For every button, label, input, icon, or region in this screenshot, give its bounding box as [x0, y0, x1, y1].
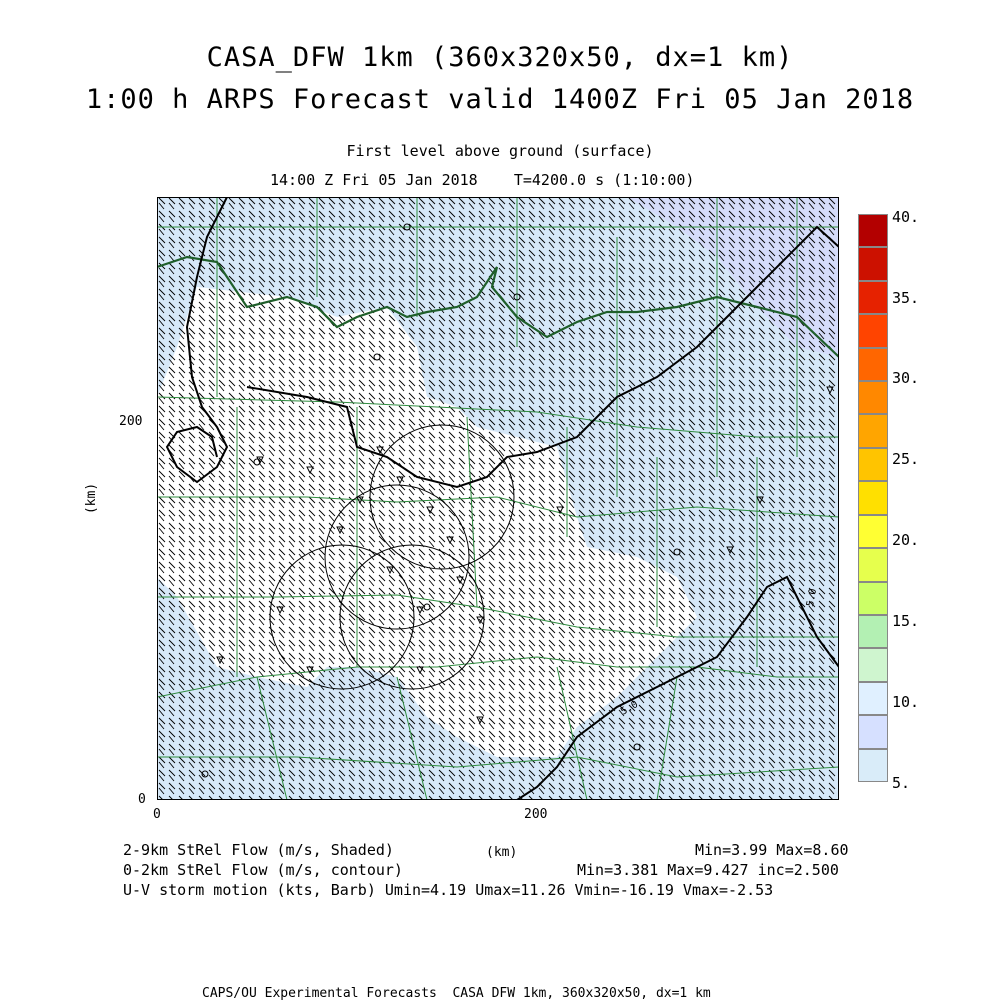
- colorbar-segment: [858, 648, 888, 681]
- legend-barb: U-V storm motion (kts, Barb) Umin=4.19 Umax=11.26 Vmin=-16.19 Vmax=-2.53: [123, 881, 774, 899]
- time-subtitle: 14:00 Z Fri 05 Jan 2018 T=4200.0 s (1:10:00): [270, 171, 695, 189]
- colorbar-segment: [858, 548, 888, 581]
- title-line-1: CASA_DFW 1km (360x320x50, dx=1 km): [206, 42, 794, 73]
- credit-line: CAPS/OU Experimental Forecasts CASA DFW 1km, 360x320x50, dx=1 km: [202, 986, 711, 1001]
- colorbar-segment: [858, 314, 888, 347]
- colorbar-segment: [858, 749, 888, 782]
- colorbar-segment: [858, 715, 888, 748]
- colorbar-label-35: 35.: [892, 289, 920, 307]
- wind-barbs: [157, 197, 839, 800]
- colorbar-segment: [858, 448, 888, 481]
- colorbar-segment: [858, 414, 888, 447]
- x-tick-200: 200: [524, 807, 548, 822]
- colorbar-segment: [858, 381, 888, 414]
- colorbar-segment: [858, 281, 888, 314]
- legend-km: (km): [486, 845, 518, 860]
- colorbar-label-40: 40.: [892, 208, 920, 226]
- colorbar-label-10: 10.: [892, 693, 920, 711]
- legend-shaded-stats: Min=3.99 Max=8.60: [695, 841, 849, 859]
- colorbar-label-20: 20.: [892, 531, 920, 549]
- y-tick-0: 0: [138, 792, 146, 807]
- colorbar-segment: [858, 214, 888, 247]
- colorbar-segment: [858, 481, 888, 514]
- y-tick-200: 200: [119, 414, 143, 429]
- colorbar-label-15: 15.: [892, 612, 920, 630]
- colorbar-segment: [858, 582, 888, 615]
- y-axis-label: (km): [84, 482, 100, 515]
- title-line-2: 1:00 h ARPS Forecast valid 1400Z Fri 05 Jan 2018: [85, 84, 915, 115]
- colorbar: [858, 214, 888, 782]
- contour-label-1: 5.0: [619, 699, 641, 718]
- legend-contour-stats: Min=3.381 Max=9.427 inc=2.500: [577, 861, 839, 879]
- colorbar-segment: [858, 247, 888, 280]
- x-tick-0: 0: [153, 807, 161, 822]
- colorbar-label-5: 5.: [892, 774, 911, 792]
- colorbar-label-30: 30.: [892, 369, 920, 387]
- forecast-map: [157, 197, 839, 800]
- colorbar-segment: [858, 348, 888, 381]
- legend-contour: 0-2km StRel Flow (m/s, contour): [123, 861, 403, 879]
- colorbar-label-25: 25.: [892, 450, 920, 468]
- colorbar-segment: [858, 615, 888, 648]
- colorbar-segment: [858, 682, 888, 715]
- colorbar-segment: [858, 515, 888, 548]
- level-subtitle: First level above ground (surface): [346, 142, 654, 160]
- contour-label-2: 5.0: [805, 587, 820, 608]
- legend-shaded: 2-9km StRel Flow (m/s, Shaded): [123, 841, 394, 859]
